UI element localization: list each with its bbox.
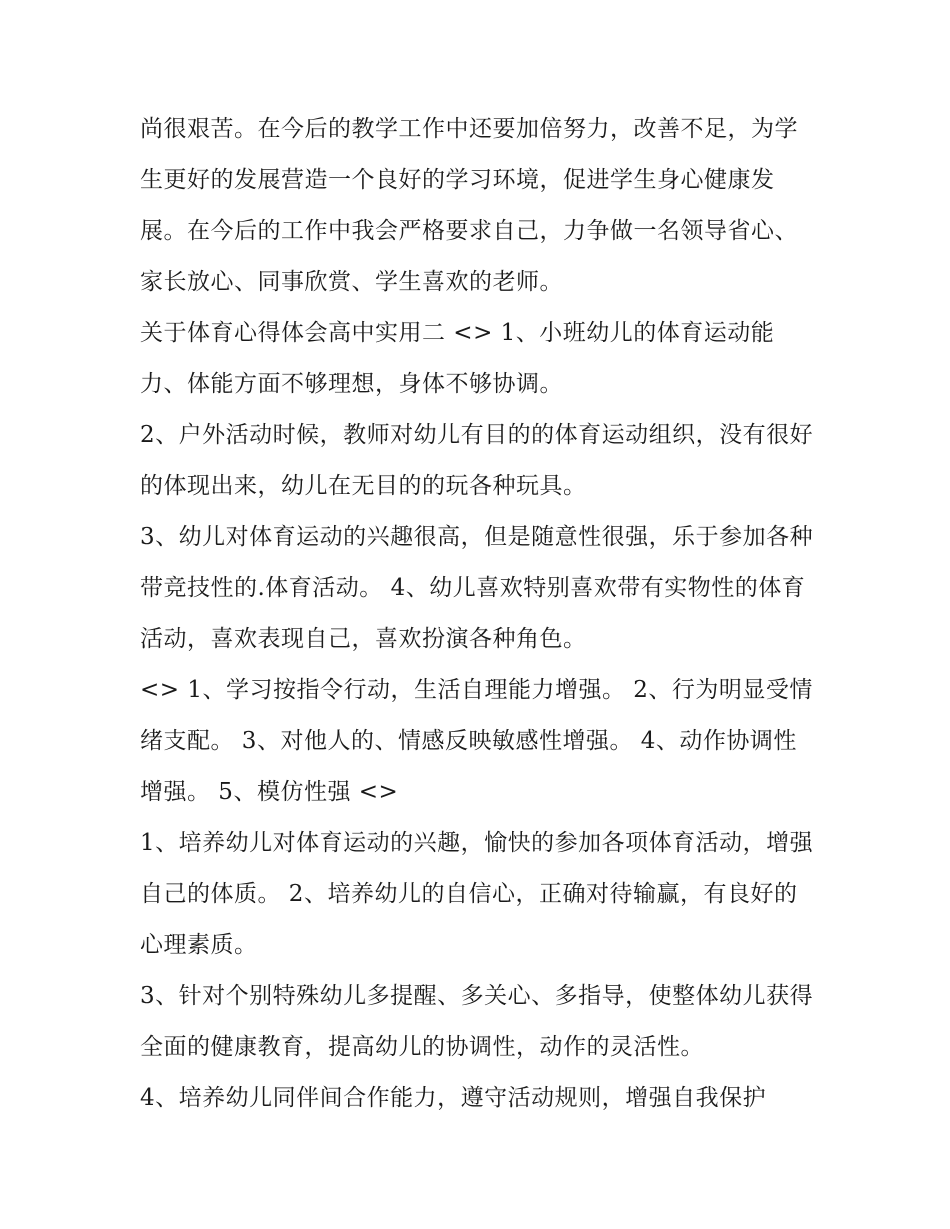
paragraph-4: 3、幼儿对体育运动的兴趣很高，但是随意性很强，乐于参加各种带竞技性的.体育活动。 4、幼儿喜欢特别喜欢带有实物性的体育活动，喜欢表现自己，喜欢扮演各种角色。 [140,524,814,652]
paragraph-1: 尚很艰苦。在今后的教学工作中还要加倍努力，改善不足，为学生更好的发展营造一个良好的学习环境，促进学生身心健康发展。在今后的工作中我会严格要求自己，力争做一名领导省心、家长放心、同事欣赏、学生喜欢的老师。 [140,116,798,295]
paragraph-5: <> 1、学习按指令行动，生活自理能力增强。 2、行为明显受情绪支配。 3、对他人的、情感反映敏感性增强。 4、动作协调性增强。 5、模仿性强 <> [140,677,813,805]
paragraph-2: 关于体育心得体会高中实用二 <> 1、小班幼儿的体育运动能力、体能方面不够理想，身体不够协调。 [140,320,775,397]
paragraph-8: 4、培养幼儿同伴间合作能力，遵守活动规则，增强自我保护 [140,1085,767,1111]
document-body [140,104,820,1124]
paragraph-3: 2、户外活动时候，教师对幼儿有目的的体育运动组织，没有很好的体现出来，幼儿在无目的的玩各种玩具。 [140,422,814,499]
paragraph-6: 1、培养幼儿对体育运动的兴趣，愉快的参加各项体育活动，增强自己的体质。 2、培养幼儿的自信心，正确对待输赢，有良好的心理素质。 [140,830,814,958]
paragraph-7: 3、针对个别特殊幼儿多提醒、多关心、多指导，使整体幼儿获得全面的健康教育，提高幼儿的协调性，动作的灵活性。 [140,983,814,1060]
